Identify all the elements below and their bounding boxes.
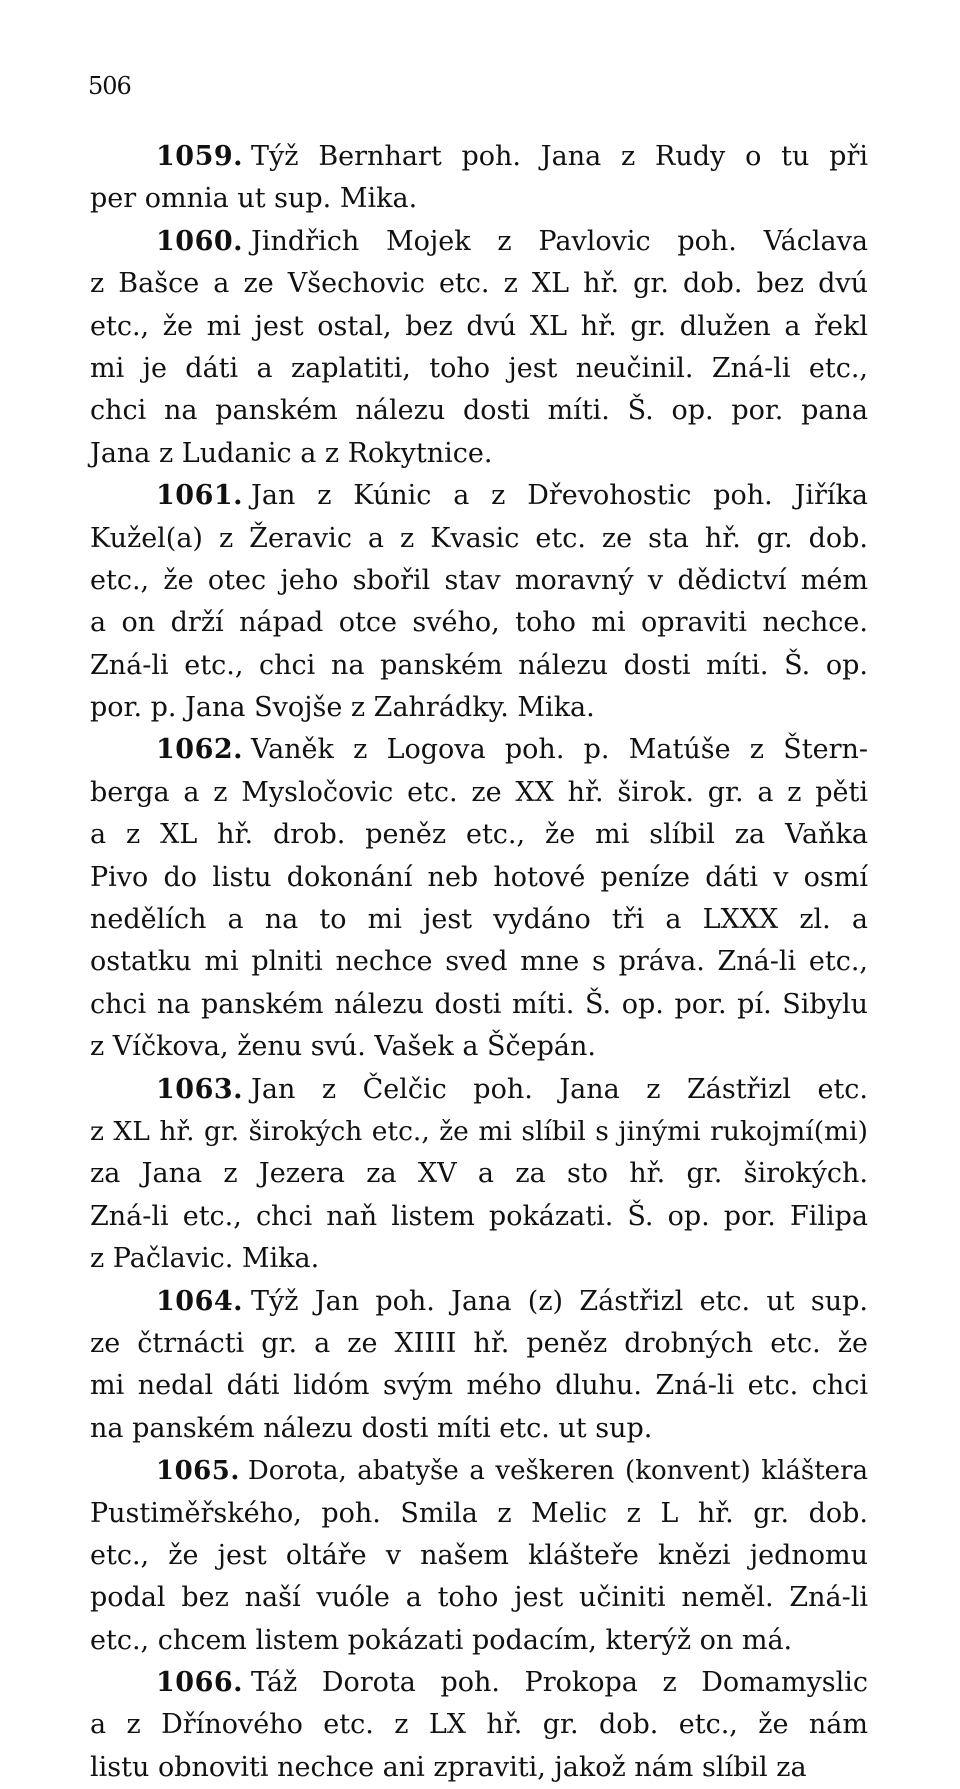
entry-text: Jindřich Mojek z Pavlovic poh. Václava bbox=[251, 225, 868, 257]
entry-text: z XL hř. gr. širokých etc., že mi slíbil s jinými rukojmí(mi) bbox=[90, 1115, 868, 1147]
entry-line bbox=[90, 1026, 868, 1068]
entry-line bbox=[90, 1111, 868, 1153]
entry-line bbox=[90, 984, 868, 1026]
entry-text: Zná-li etc., chci na panském nálezu dosti míti. Š. op. bbox=[90, 649, 868, 681]
entry-line bbox=[90, 1153, 868, 1195]
entry-text: ostatku mi plniti nechce sved mne s práva. Zná-li etc., bbox=[90, 946, 868, 978]
entry-text: Pustiměřského, poh. Smila z Melic z L hř. gr. dob. bbox=[90, 1497, 868, 1529]
entry-text: Kužel(a) z Žeravic a z Kvasic etc. ze sta hř. gr. dob. bbox=[90, 522, 868, 554]
entry-number: 1060. bbox=[156, 225, 244, 257]
entry-number: 1064. bbox=[156, 1285, 244, 1317]
entry-text: chci na panském nálezu dosti míti. Š. op. por. pana bbox=[90, 395, 868, 427]
entry-text: Zná-li etc., chci naň listem pokázati. Š. op. por. Filipa bbox=[90, 1200, 868, 1232]
entry-line bbox=[90, 178, 868, 220]
entry-line bbox=[90, 899, 868, 941]
entry-line bbox=[90, 645, 868, 687]
entry-line bbox=[90, 1747, 868, 1789]
entry-line bbox=[90, 263, 868, 305]
entry-text: Týž Jan poh. Jana (z) Zástřizl etc. ut sup. bbox=[251, 1285, 868, 1317]
entry-text: nedělích a na to mi jest vydáno tři a LXXX zl. a bbox=[90, 904, 868, 936]
entry-first-line bbox=[90, 1069, 868, 1111]
entry-line bbox=[90, 1365, 868, 1407]
entry-text: a z XL hř. drob. peněz etc., že mi slíbil za Vaňka bbox=[90, 819, 868, 851]
entry-number: 1059. bbox=[156, 141, 244, 172]
entry-line bbox=[90, 1238, 868, 1280]
entry-line bbox=[90, 814, 868, 856]
entry-text: a on drží nápad otce svého, toho mi opraviti nechce. bbox=[90, 607, 868, 639]
entry-first-line bbox=[90, 1281, 868, 1323]
entry-text: etc., chcem listem pokázati podacím, kterýž on má. bbox=[90, 1624, 793, 1656]
entry-text: mi je dáti a zaplatiti, toho jest neučinil. Zná-li etc., bbox=[90, 352, 868, 384]
entry-text: etc., že otec jeho sbořil stav moravný v dědictví mém bbox=[90, 564, 868, 596]
entry-text: podal bez naší vuóle a toho jest učiniti neměl. Zná-li bbox=[90, 1582, 868, 1614]
entry-line bbox=[90, 1577, 868, 1619]
entry-text: listu obnoviti nechce ani zpraviti, jakož nám slíbil za bbox=[90, 1751, 807, 1783]
entry-line bbox=[90, 390, 868, 432]
entry-line bbox=[90, 602, 868, 644]
entry-text: za Jana z Jezera za XV a za sto hř. gr. širokých. bbox=[90, 1158, 868, 1190]
entry-text: Jana z Ludanic a z Rokytnice. bbox=[90, 437, 493, 469]
entry-text: na panském nálezu dosti míti etc. ut sup. bbox=[90, 1412, 653, 1444]
entry-line bbox=[90, 348, 868, 390]
entry-text: Pivo do listu dokonání neb hotové peníze dáti v osmí bbox=[90, 861, 868, 893]
entry-first-line bbox=[90, 729, 868, 771]
entry-number: 1062. bbox=[156, 734, 244, 766]
entry-number: 1065. bbox=[156, 1456, 240, 1487]
entry-text: Týž Bernhart poh. Jana z Rudy o tu při bbox=[251, 141, 868, 172]
entry-line bbox=[90, 560, 868, 602]
entry-text: Táž Dorota poh. Prokopa z Domamyslic bbox=[251, 1667, 868, 1699]
entry-line bbox=[90, 1196, 868, 1238]
entry-text: z Bašce a ze Všechovic etc. z XL hř. gr. dob. bez dvú bbox=[90, 268, 868, 300]
entry-first-line bbox=[90, 221, 868, 263]
entry-text: Dorota, abatyše a veškeren (konvent) kláštera bbox=[247, 1456, 868, 1487]
entry-text: ze čtrnácti gr. a ze XIIII hř. peněz drobných etc. že bbox=[90, 1327, 868, 1359]
entry-text: z Pačlavic. Mika. bbox=[90, 1243, 320, 1275]
entry-text: mi nedal dáti lidóm svým mého dluhu. Zná-li etc. chci bbox=[90, 1370, 868, 1402]
entry-line bbox=[90, 306, 868, 348]
entry-line bbox=[90, 518, 868, 560]
entry-line bbox=[90, 1408, 868, 1450]
entries-list bbox=[90, 136, 868, 1789]
entry-line bbox=[90, 1535, 868, 1577]
entry-text: etc., že mi jest ostal, bez dvú XL hř. gr. dlužen a řekl bbox=[90, 310, 868, 342]
entry-text: a z Dřínového etc. z LX hř. gr. dob. etc., že nám bbox=[90, 1709, 868, 1741]
entry-first-line bbox=[90, 1662, 868, 1704]
entry-line bbox=[90, 857, 868, 899]
entry-line bbox=[90, 687, 868, 729]
entry-number: 1061. bbox=[156, 480, 244, 512]
entry-text: z Víčkova, ženu svú. Vašek a Ščepán. bbox=[90, 1031, 596, 1063]
entry-text: chci na panském nálezu dosti míti. Š. op. por. pí. Sibylu bbox=[90, 988, 868, 1020]
entry-line bbox=[90, 772, 868, 814]
entry-line bbox=[90, 1493, 868, 1535]
entry-first-line bbox=[90, 475, 868, 517]
entry-line bbox=[90, 1704, 868, 1746]
entry-first-line bbox=[90, 1450, 868, 1492]
entry-number: 1063. bbox=[156, 1073, 244, 1105]
entry-text: Vaněk z Logova poh. p. Matúše z Štern- bbox=[251, 734, 868, 766]
entry-first-line bbox=[90, 136, 868, 178]
entry-line bbox=[90, 1323, 868, 1365]
entry-text: Jan z Čelčic poh. Jana z Zástřizl etc. bbox=[251, 1073, 868, 1105]
entry-line bbox=[90, 941, 868, 983]
page-number: 506 bbox=[88, 72, 131, 100]
entry-text: berga a z Mysločovic etc. ze XX hř. širok. gr. a z pěti bbox=[90, 776, 868, 808]
entry-text: Jan z Kúnic a z Dřevohostic poh. Jiříka bbox=[251, 480, 868, 512]
entry-number: 1066. bbox=[156, 1667, 244, 1699]
entry-line bbox=[90, 1620, 868, 1662]
entry-text: etc., že jest oltáře v našem klášteře knězi jednomu bbox=[90, 1539, 868, 1571]
entry-text: por. p. Jana Svojše z Zahrádky. Mika. bbox=[90, 692, 595, 724]
entry-line bbox=[90, 433, 868, 475]
entry-text: per omnia ut sup. Mika. bbox=[90, 183, 418, 215]
